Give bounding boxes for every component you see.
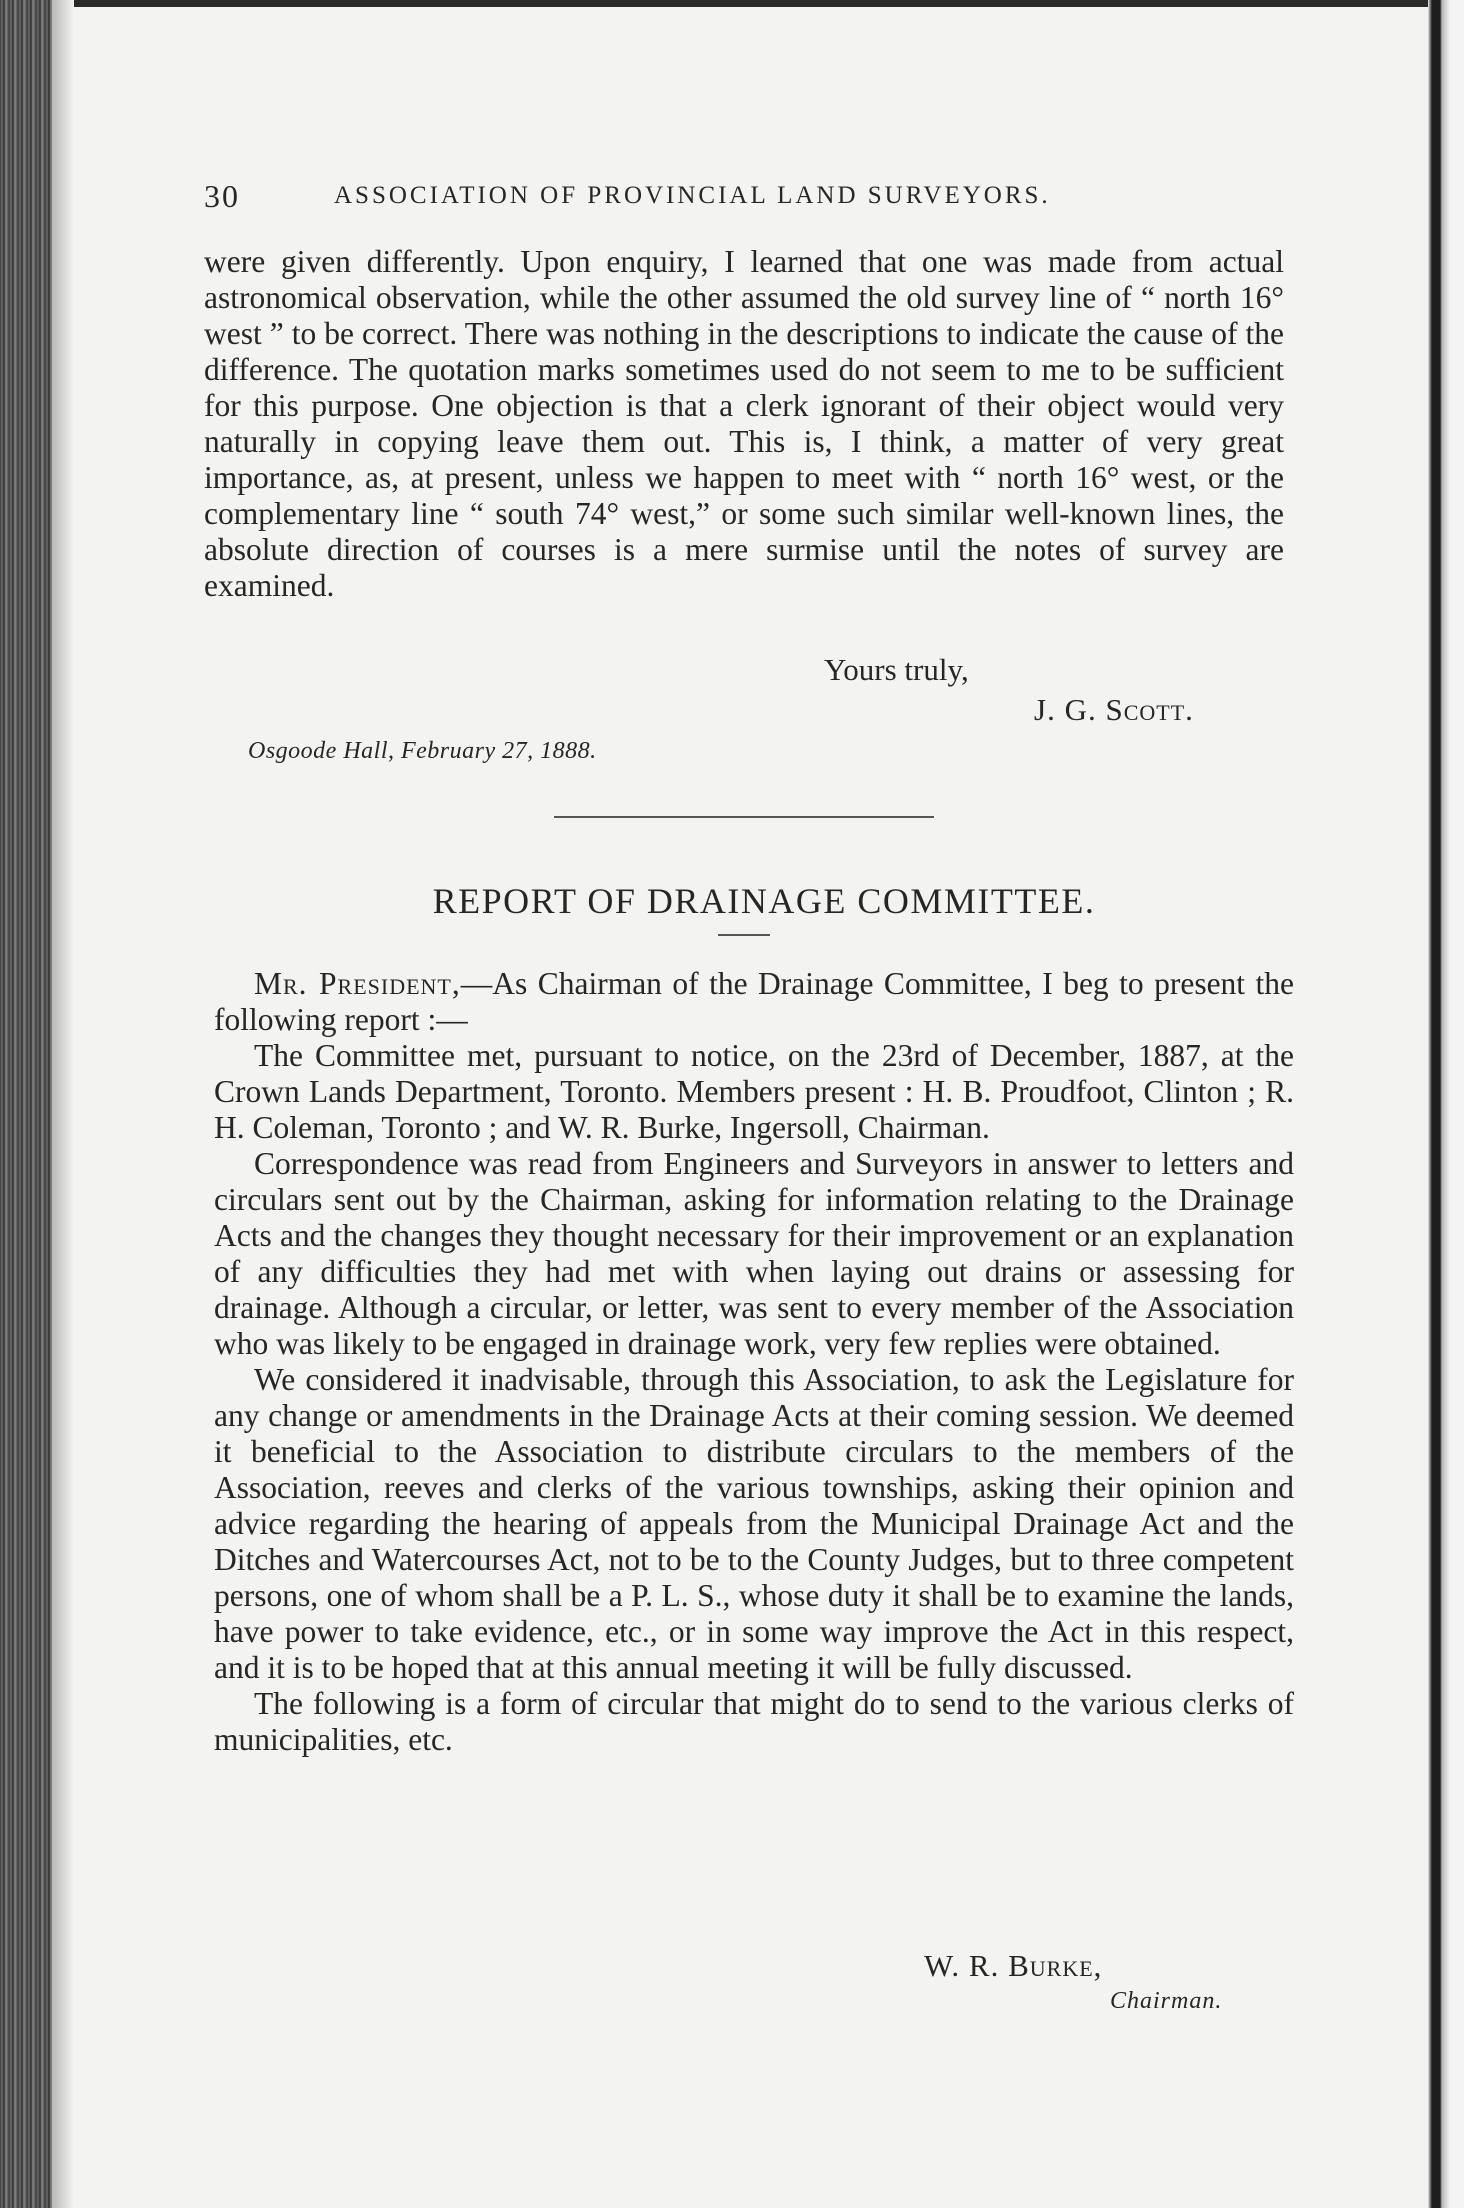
report-paragraph: We considered it inadvisable, through this Association, to ask the Legislature for any change or amendments in the Drainage Acts at their coming session. We deemed it beneficial to the Association to distribute circulars to the members of the Association, reeves and clerks of the various townships, asking their opinion and advice regarding the hearing of appeals from the Municipal Drainage Act and the Ditches and Watercourses Act, not to be to the County Judges, but to three competent persons, one of whom shall be a P. L. S., whose duty it shall be to examine the lands, have power to take evidence, etc., or in some way improve the Act in this respect, and it is to be hoped that at this annual meeting it will be fully discussed. (214, 1362, 1294, 1685)
running-head (204, 178, 1284, 218)
letter-closing: Yours truly, (824, 652, 969, 687)
title-underline (718, 934, 770, 936)
report-paragraph-text: —As Chairman of the Drainage Committee, I beg to present the following report :— (214, 966, 1295, 1037)
report-signature-title: Chairman. (1110, 1988, 1223, 2014)
report-salutation: Mr. President, (254, 966, 461, 1001)
report-paragraph: The Committee met, pursuant to notice, on the 23rd of December, 1887, at the Crown Lands Department, Toronto. Members present : H. B. Proudfoot, Clinton ; R. H. Coleman, Toronto ; and W. R. Burke, Ingersoll, Chairman. (214, 1038, 1294, 1145)
report-paragraph: The following is a form of circular that might do to send to the various clerks of municipalities, etc. (214, 1686, 1294, 1757)
page-right-edge (1428, 0, 1464, 2208)
report-paragraph (214, 966, 1294, 1038)
section-divider (554, 816, 934, 818)
letter-dateline: Osgoode Hall, February 27, 1888. (248, 738, 597, 764)
report-body (214, 966, 1294, 1758)
page-number: 30 (204, 178, 240, 214)
report-title: REPORT OF DRAINAGE COMMITTEE. (432, 881, 1096, 921)
letter-text: were given differently. Upon enquiry, I learned that one was made from actual astronomical observation, while the other assumed the old survey line of “ north 16° west ” to be correct. There was nothing in the descriptions to indicate the cause of the difference. The quotation marks sometimes used do not seem to me to be sufficient for this purpose. One objection is that a clerk ignorant of their object would very naturally in copying leave them out. This is, I think, a matter of very great importance, as, at present, unless we happen to meet with “ north 16° west, or the complementary line “ south 74° west,” or some such similar well-known lines, the absolute direction of courses is a mere surmise until the notes of survey are examined. (204, 244, 1284, 603)
report-paragraph: Correspondence was read from Engineers and Surveyors in answer to letters and circulars sent out by the Chairman, asking for information relating to the Drainage Acts and the changes they thought necessary for their improvement or an explanation of any difficulties they had met with when laying out drains or assessing for drainage. Although a circular, or letter, was sent to every member of the Association who was likely to be engaged in drainage work, very few replies were obtained. (214, 1146, 1294, 1361)
running-title: ASSOCIATION OF PROVINCIAL LAND SURVEYORS. (334, 182, 1051, 209)
report-signature: W. R. Burke, (924, 1948, 1103, 1983)
book-binding-edge (0, 0, 52, 2208)
binding-shadow (52, 0, 74, 2208)
letter-signature: J. G. Scott. (1034, 692, 1194, 727)
page-top-edge (0, 0, 1464, 7)
